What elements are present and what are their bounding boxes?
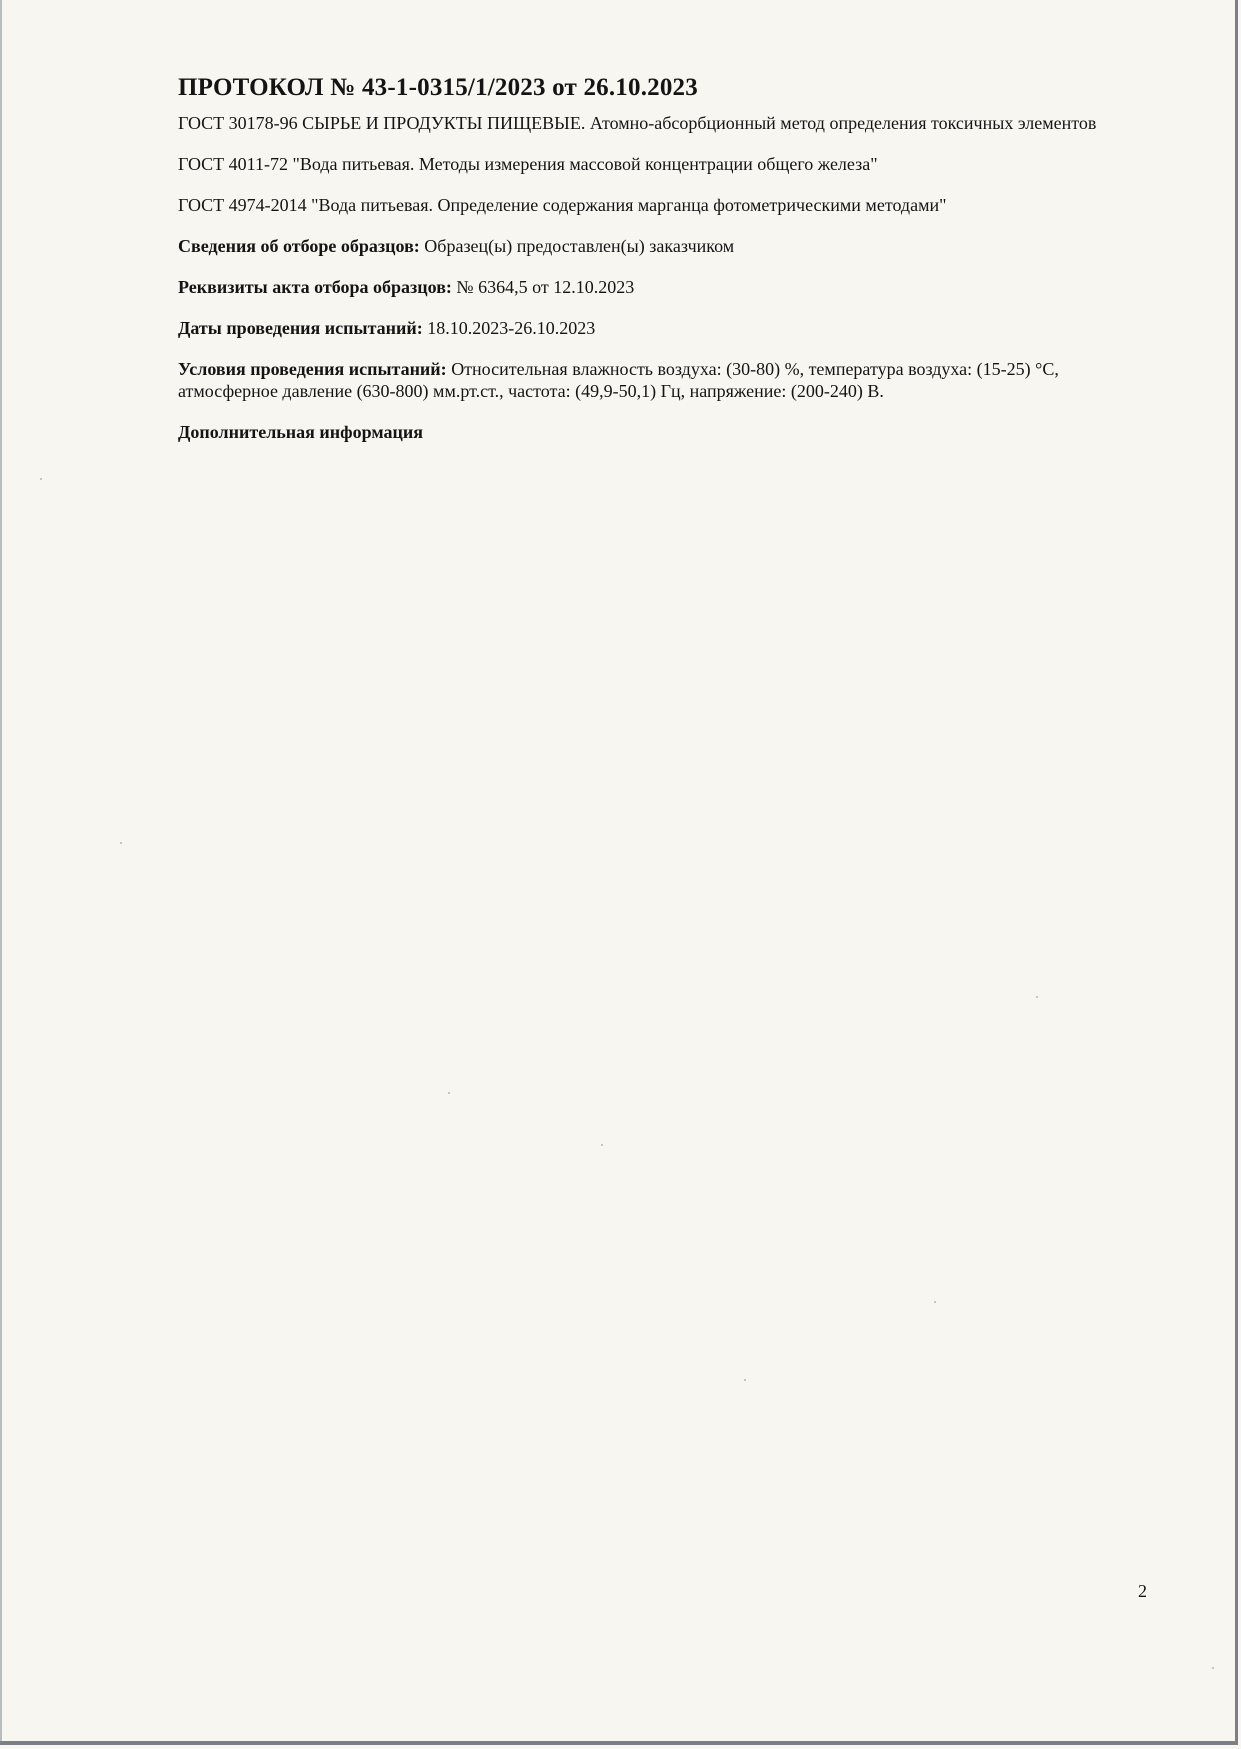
paper-speck <box>601 1144 603 1146</box>
test-conditions <box>178 358 1158 402</box>
sampling-info-value: Образец(ы) предоставлен(ы) заказчиком <box>419 236 735 256</box>
protocol-title: ПРОТОКОЛ № 43-1-0315/1/2023 от 26.10.2023 <box>178 74 698 101</box>
paper-speck <box>1212 1667 1214 1669</box>
standard-gost-30178: ГОСТ 30178-96 СЫРЬЕ И ПРОДУКТЫ ПИЩЕВЫЕ. Атомно-абсорбционный метод определения токсичных элементов <box>178 113 1097 133</box>
paper-speck <box>448 1092 450 1094</box>
sampling-info <box>178 235 1158 257</box>
test-dates-label: Даты проведения испытаний: <box>178 318 423 338</box>
sampling-act-label: Реквизиты акта отбора образцов: <box>178 277 452 297</box>
paper-speck <box>40 478 42 480</box>
additional-info-label: Дополнительная информация <box>178 422 423 442</box>
additional-info <box>178 421 1158 443</box>
test-dates <box>178 317 1158 339</box>
paper-speck <box>744 1379 746 1381</box>
document-content <box>178 72 1158 462</box>
test-dates-value: 18.10.2023-26.10.2023 <box>422 318 596 338</box>
test-conditions-value: Относительная влажность воздуха: (30-80) %, температура воздуха: (15-25) °С, атмосферное давление (630-800) мм.рт.ст., частота: (49,9-50,1) Гц, напряжение: (200-240) В. <box>178 359 1059 401</box>
sampling-act <box>178 276 1158 298</box>
sampling-info-label: Сведения об отборе образцов: <box>178 236 420 256</box>
page-number: 2 <box>1138 1581 1147 1601</box>
sampling-act-value: № 6364,5 от 12.10.2023 <box>451 277 635 297</box>
page-left-edge <box>0 0 2 1741</box>
standard-gost-4011: ГОСТ 4011-72 "Вода питьевая. Методы измерения массовой концентрации общего железа" <box>178 154 878 174</box>
paper-speck <box>1036 996 1038 998</box>
test-conditions-label: Условия проведения испытаний: <box>178 359 447 379</box>
standard-gost-4974: ГОСТ 4974-2014 "Вода питьевая. Определение содержания марганца фотометрическими методами" <box>178 195 947 215</box>
paper-speck <box>120 842 122 844</box>
paper-speck <box>934 1301 936 1303</box>
